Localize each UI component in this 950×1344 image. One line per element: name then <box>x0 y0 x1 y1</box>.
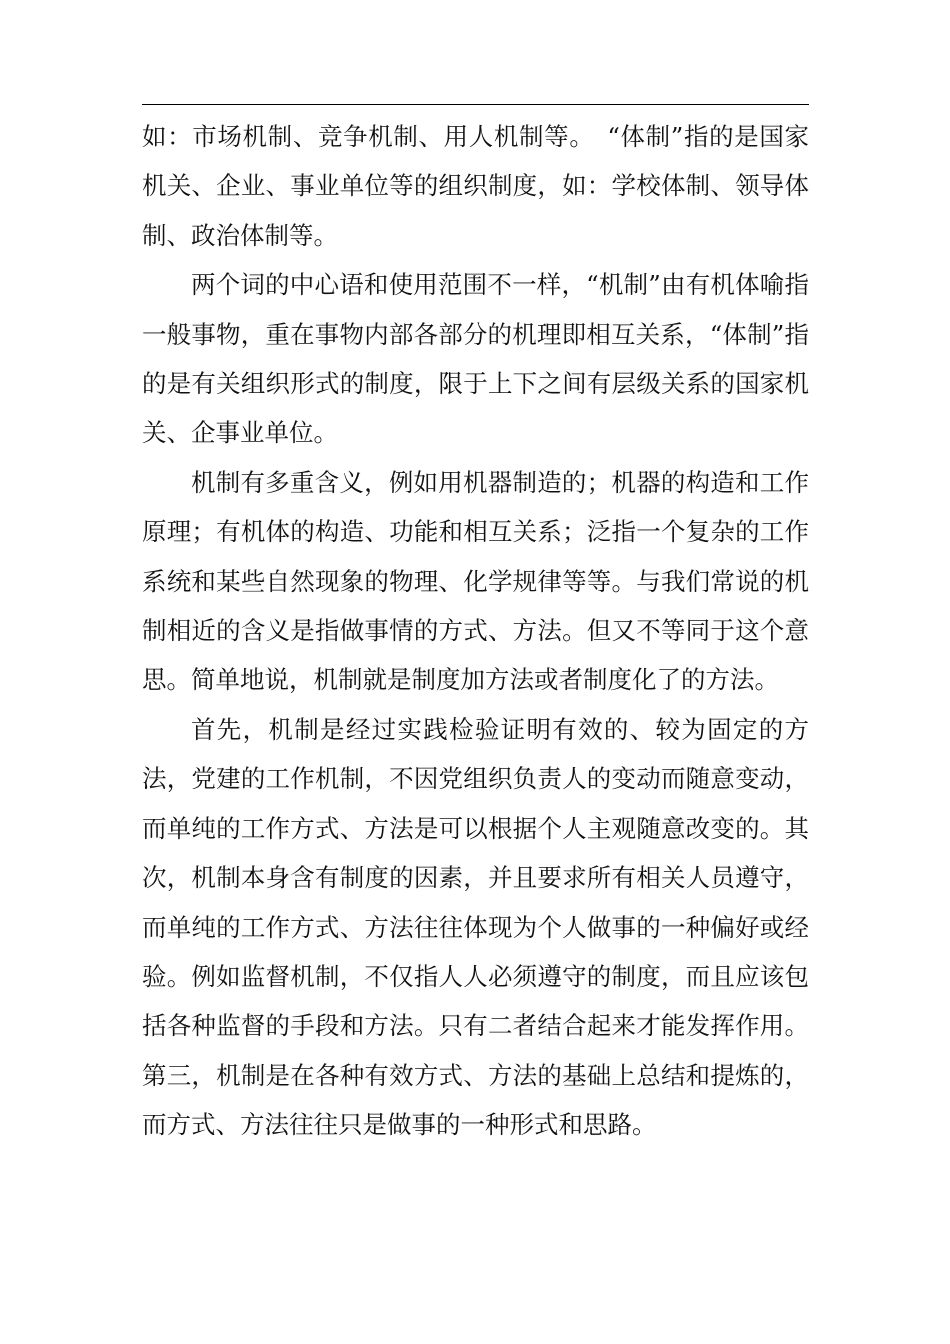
paragraph-terms-comparison: 两个词的中心语和使用范围不一样，“机制”由有机体喻指一般事物，重在事物内部各部分的机理即相互关系，“体制”指的是有关组织形式的制度，限于上下之间有层级关系的国家机关、企事业单位。 <box>142 270 809 448</box>
paragraph-continuation: 如：市场机制、竞争机制、用人机制等。 “体制”指的是国家机关、企业、事业单位等的组织制度，如：学校体制、领导体制、政治体制等。 <box>142 122 809 250</box>
document-body <box>142 112 809 1150</box>
header-rule <box>142 104 809 105</box>
paragraph-mechanism-characteristics: 首先，机制是经过实践检验证明有效的、较为固定的方法，党建的工作机制，不因党组织负责人的变动而随意变动，而单纯的工作方式、方法是可以根据个人主观随意改变的。其次，机制本身含有制度的因素，并且要求所有相关人员遵守，而单纯的工作方式、方法往往体现为个人做事的一种偏好或经验。例如监督机制，不仅指人人必须遵守的制度，而且应该包括各种监督的手段和方法。只有二者结合起来才能发挥作用。第三，机制是在各种有效方式、方法的基础上总结和提炼的，而方式、方法往往只是做事的一种形式和思路。 <box>142 714 809 1140</box>
paragraph-mechanism-meanings: 机制有多重含义，例如用机器制造的；机器的构造和工作原理；有机体的构造、功能和相互关系；泛指一个复杂的工作系统和某些自然现象的物理、化学规律等等。与我们常说的机制相近的含义是指做事情的方式、方法。但又不等同于这个意思。简单地说，机制就是制度加方法或者制度化了的方法。 <box>142 467 809 695</box>
